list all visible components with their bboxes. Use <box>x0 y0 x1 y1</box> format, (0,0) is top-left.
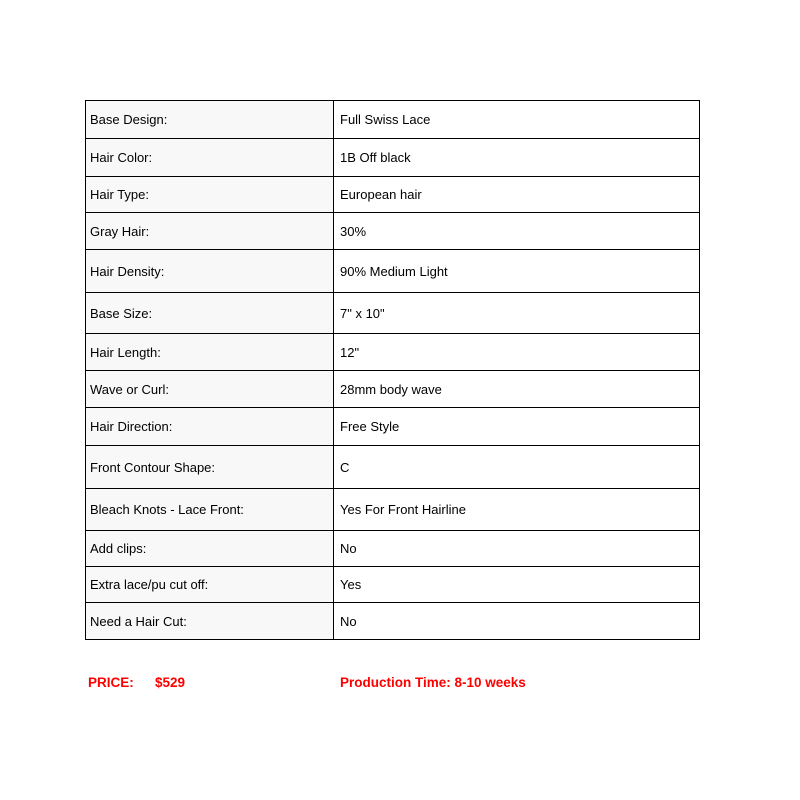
spec-value: Full Swiss Lace <box>334 101 700 139</box>
spec-value: 7" x 10" <box>334 293 700 334</box>
spec-label: Need a Hair Cut: <box>86 603 334 640</box>
spec-value: C <box>334 446 700 489</box>
spec-label: Front Contour Shape: <box>86 446 334 489</box>
spec-value: 30% <box>334 213 700 250</box>
spec-label: Hair Type: <box>86 177 334 213</box>
table-row <box>86 371 700 408</box>
table-row <box>86 408 700 446</box>
table-row <box>86 531 700 567</box>
spec-table <box>85 100 700 640</box>
spec-label: Hair Density: <box>86 250 334 293</box>
table-row <box>86 603 700 640</box>
spec-value: 12" <box>334 334 700 371</box>
spec-label: Wave or Curl: <box>86 371 334 408</box>
spec-value: No <box>334 531 700 567</box>
spec-label: Add clips: <box>86 531 334 567</box>
spec-label: Bleach Knots - Lace Front: <box>86 489 334 531</box>
spec-value: 1B Off black <box>334 139 700 177</box>
spec-label: Gray Hair: <box>86 213 334 250</box>
spec-value: No <box>334 603 700 640</box>
price-value: $529 <box>155 675 186 690</box>
price-line <box>0 675 800 693</box>
spec-value: Free Style <box>334 408 700 446</box>
production-time-label: Production Time: 8-10 weeks <box>340 675 526 690</box>
spec-value: European hair <box>334 177 700 213</box>
table-row <box>86 489 700 531</box>
spec-value: 90% Medium Light <box>334 250 700 293</box>
table-row <box>86 139 700 177</box>
price-label: PRICE: <box>88 675 134 690</box>
spec-label: Hair Direction: <box>86 408 334 446</box>
table-row <box>86 177 700 213</box>
table-row <box>86 293 700 334</box>
table-row <box>86 446 700 489</box>
spec-label: Hair Color: <box>86 139 334 177</box>
spec-label: Base Design: <box>86 101 334 139</box>
table-row <box>86 567 700 603</box>
spec-label: Base Size: <box>86 293 334 334</box>
table-row <box>86 213 700 250</box>
spec-value: Yes For Front Hairline <box>334 489 700 531</box>
spec-label: Extra lace/pu cut off: <box>86 567 334 603</box>
spec-value: Yes <box>334 567 700 603</box>
table-row <box>86 250 700 293</box>
table-row <box>86 101 700 139</box>
table-row <box>86 334 700 371</box>
spec-value: 28mm body wave <box>334 371 700 408</box>
spec-label: Hair Length: <box>86 334 334 371</box>
